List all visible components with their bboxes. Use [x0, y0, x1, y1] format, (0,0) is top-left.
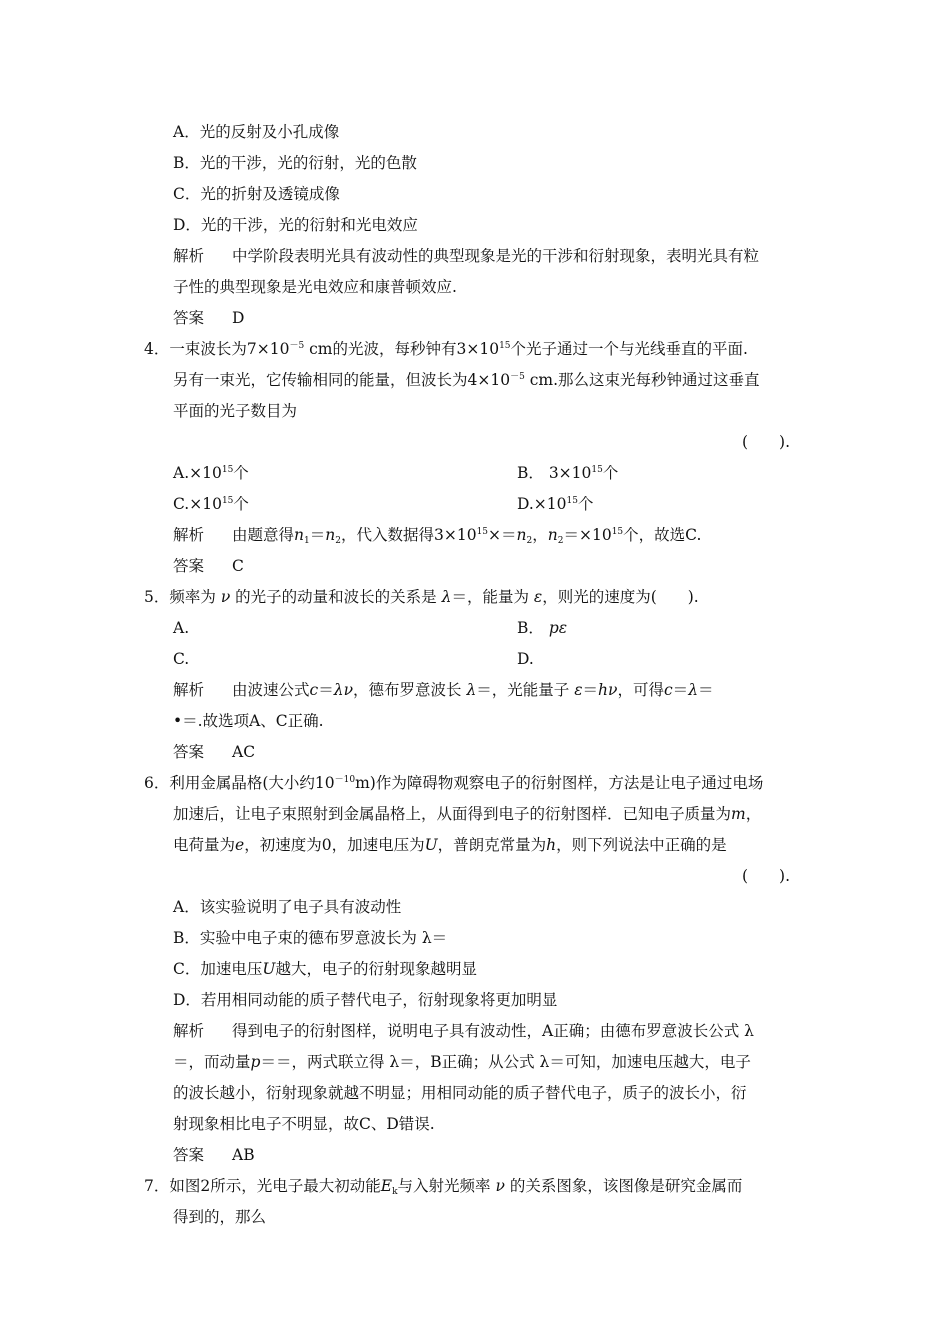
q6-stem-line-2: 加速后，让电子束照射到金属晶格上，从面得到电子的衍射图样．已知电子质量为m， [173, 805, 762, 823]
q5-option-c: C. [173, 650, 190, 668]
q4-option-d: $D.\times 10^{15}$个 [517, 495, 594, 513]
q5-option-b: B． pε [517, 619, 568, 637]
q5-analysis-line-1: 解析 由波速公式c＝λν，德布罗意波长 λ＝，光能量子 ε＝hν，可得c＝λ＝ [173, 681, 714, 699]
q4-analysis: 解析 由题意得$n_1=n_2$，代入数据得$3\times 10^{15}\times=n_2$，$n_2=\times 10^{15}$个，故选C. [173, 526, 702, 546]
q3-analysis-line-2: 子性的典型现象是光电效应和康普顿效应. [173, 278, 457, 296]
q6-option-b: B．实验中电子束的德布罗意波长为 λ＝ [173, 929, 448, 947]
q6-stem-line-3: 电荷量为e，初速度为0，加速电压为U，普朗克常量为h，则下列说法中正确的是 [173, 836, 727, 854]
q6-answer-blank: ( ). [742, 867, 791, 885]
q4-option-a: $A.\times 10^{15}$个 [173, 464, 249, 482]
q5-answer: 答案 AC [173, 743, 256, 761]
q7-stem-line-2: 得到的，那么 [173, 1208, 267, 1226]
q3-option-b: B．光的干涉，光的衍射，光的色散 [173, 154, 417, 172]
q3-answer: 答案 D [173, 309, 245, 327]
analysis-label: 解析 [173, 247, 205, 265]
answer-label: 答案 [173, 557, 205, 575]
answer-label: 答案 [173, 309, 205, 327]
q4-stem-line-2: 另有一束光，它传输相同的能量，但波长为$4\times 10^{-5}$ cm.那么这束光每秒钟通过这垂直 [173, 371, 760, 389]
q4-option-b: B． $3\times 10^{15}$个 [517, 464, 619, 482]
analysis-label: 解析 [173, 1022, 205, 1040]
q6-answer: 答案 AB [173, 1146, 255, 1164]
q6-analysis-line-4: 射现象相比电子不明显，故C、D错误. [173, 1115, 435, 1133]
q3-analysis-line-1: 解析 中学阶段表明光具有波动性的典型现象是光的干涉和衍射现象，表明光具有粒 [173, 247, 760, 265]
q6-analysis-line-3: 的波长越小，衍射现象就越不明显；用相同动能的质子替代电子，质子的波长小，衍 [173, 1084, 747, 1102]
q6-option-c: C．加速电压U越大，电子的衍射现象越明显 [173, 960, 477, 978]
q6-analysis-line-2: ＝，而动量p＝＝，两式联立得 λ＝，B正确；从公式 λ＝可知，加速电压越大，电子 [173, 1053, 751, 1071]
q4-answer-blank: ( ). [742, 433, 791, 451]
analysis-label: 解析 [173, 681, 205, 699]
answer-label: 答案 [173, 743, 205, 761]
q3-option-c: C．光的折射及透镜成像 [173, 185, 340, 203]
answer-label: 答案 [173, 1146, 205, 1164]
analysis-label: 解析 [173, 526, 205, 544]
q5-option-a: A. [173, 619, 190, 637]
q6-analysis-line-1: 解析 得到电子的衍射图样，说明电子具有波动性，A正确；由德布罗意波长公式 λ [173, 1022, 754, 1040]
q3-option-a: A．光的反射及小孔成像 [173, 123, 340, 141]
q6-option-d: D．若用相同动能的质子替代电子，衍射现象将更加明显 [173, 991, 558, 1009]
q6-stem-line-1: 6．利用金属晶格(大小约$10^{-10}m$)作为障碍物观察电子的衍射图样，方法是让电子通过电场 [144, 774, 764, 792]
q4-option-c: $C.\times 10^{15}$个 [173, 495, 249, 513]
q6-option-a: A．该实验说明了电子具有波动性 [173, 898, 402, 916]
q4-answer: 答案 C [173, 557, 244, 575]
q4-stem-line-1: 4．一束波长为$7\times 10^{-5}$ cm的光波，每秒钟有$3\times 10^{15}$个光子通过一个与光线垂直的平面. [144, 340, 748, 358]
q4-stem-line-3: 平面的光子数目为 [173, 402, 298, 420]
q5-stem: 5．频率为 ν 的光子的动量和波长的关系是 λ＝，能量为 ε，则光的速度为( ). [144, 588, 699, 606]
q5-option-d: D. [517, 650, 534, 668]
q5-analysis-line-2: •＝.故选项A、C正确. [173, 712, 324, 730]
q3-option-d: D．光的干涉，光的衍射和光电效应 [173, 216, 418, 234]
q7-stem-line-1: 7．如图2所示，光电子最大初动能$E_k$与入射光频率 ν 的关系图象，该图像是研究金属而 [144, 1177, 743, 1197]
